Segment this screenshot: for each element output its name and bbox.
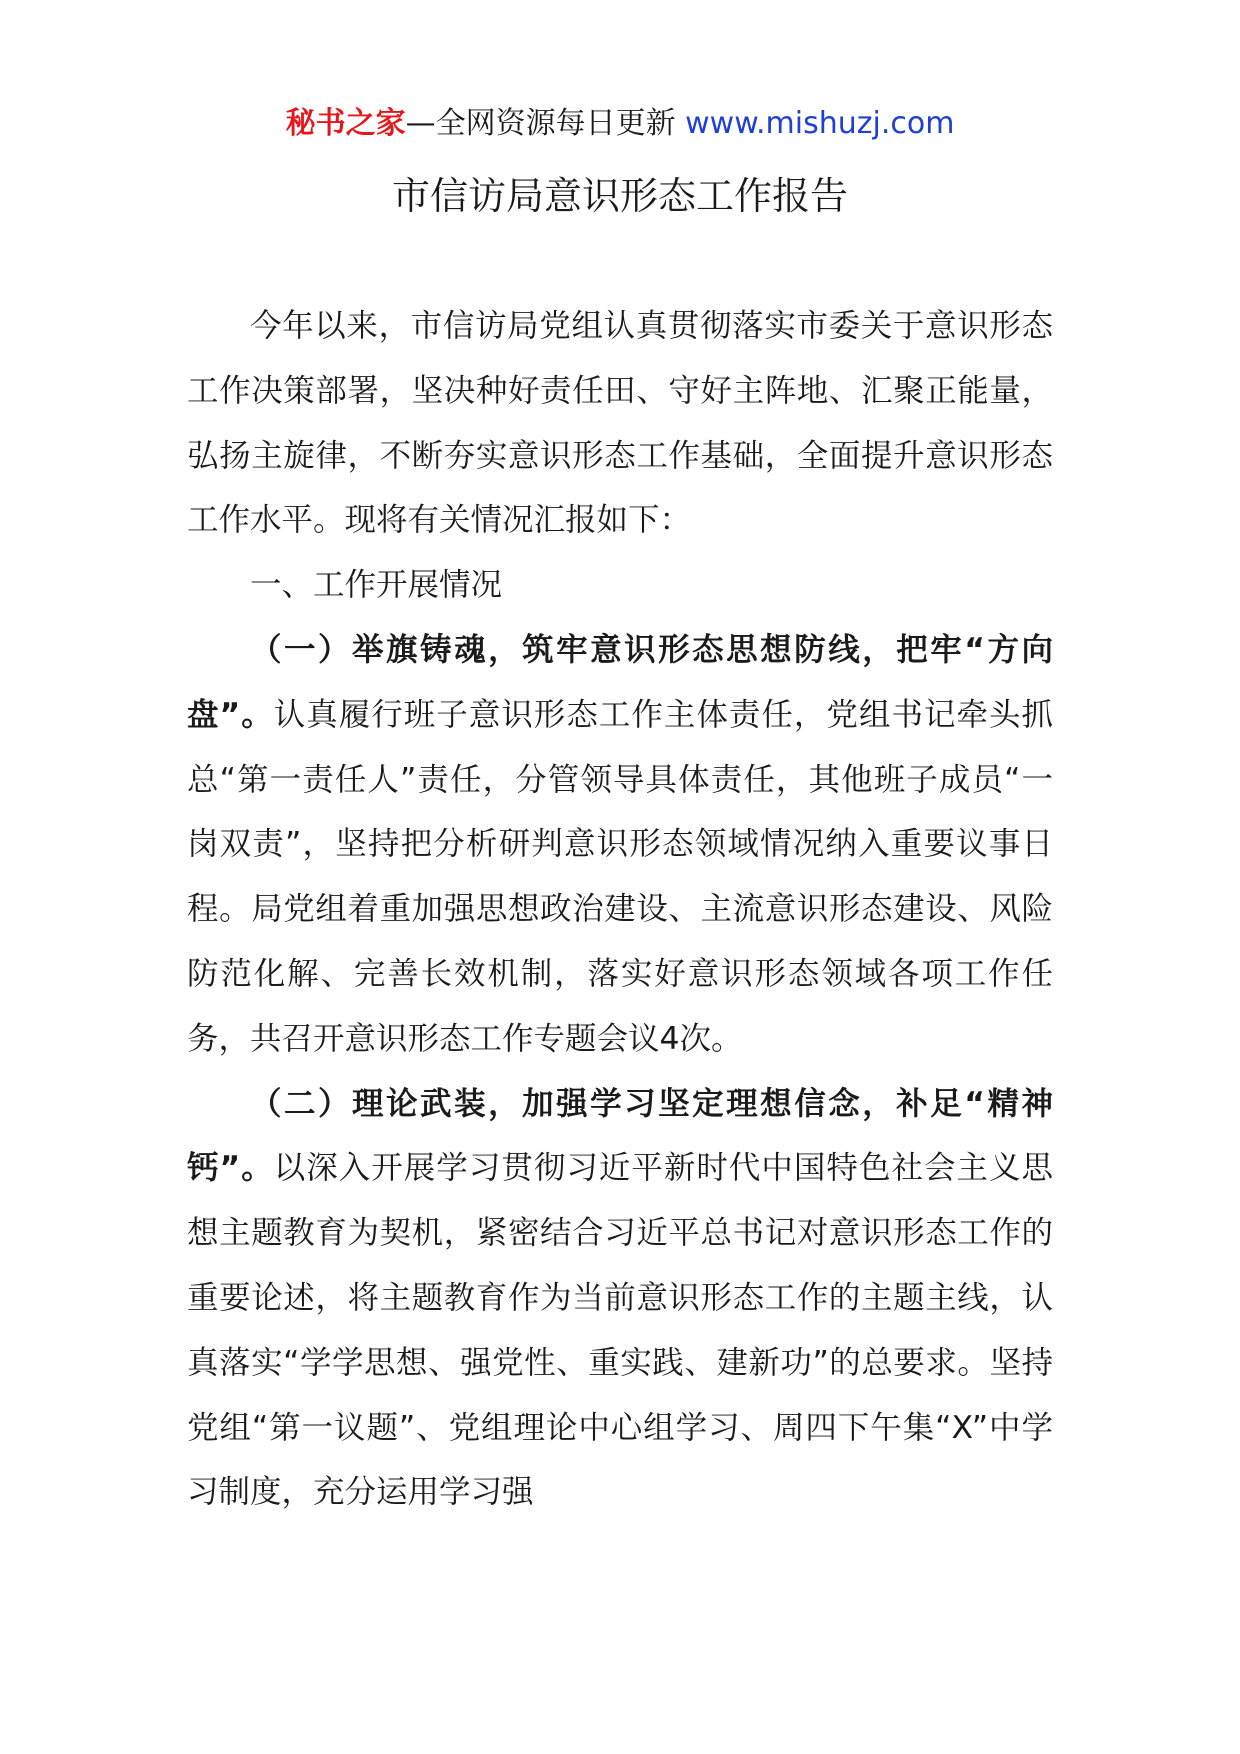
site-url-link[interactable]: www.mishuzj.com [685, 106, 955, 141]
intro-paragraph: 今年以来，市信访局党组认真贯彻落实市委关于意识形态工作决策部署，坚决种好责任田、守好主阵地、汇聚正能量，弘扬主旋律，不断夯实意识形态工作基础，全面提升意识形态工作水平。现将有关情况汇报如下： [187, 308, 1053, 539]
brand-name: 秘书之家 [285, 106, 406, 141]
item-1-paragraph [187, 618, 1053, 1072]
section-heading: 一、工作开展情况 [250, 567, 503, 604]
document-body [187, 294, 1053, 1525]
document-title: 市信访局意识形态工作报告 [391, 174, 848, 218]
item-2-text: 以深入开展学习贯彻习近平新时代中国特色社会主义思想主题教育为契机，紧密结合习近平总书记对意识形态工作的重要论述，将主题教育作为当前意识形态工作的主题主线，认真落实“学学思想、强党性、重实践、建新功”的总要求。坚持党组“第一议题”、党组理论中心组学习、周四下午集“X”中学习制度，充分运用学习强 [187, 1150, 1054, 1511]
item-2-heading: （二）理论武装，加强学习坚定理想信念，补足“精神钙”。 [187, 1085, 1053, 1187]
item-1-heading: （一）举旗铸魂，筑牢意识形态思想防线，把牢“方向盘”。 [187, 631, 1053, 733]
site-tagline: —全网资源每日更新 [405, 106, 676, 141]
site-header [0, 100, 1240, 148]
item-1-text: 认真履行班子意识形态工作主体责任，党组书记牵头抓总“第一责任人”责任，分管领导具体责任，其他班子成员“一岗双责”，坚持把分析研判意识形态领域情况纳入重要议事日程。局党组着重加强思想政治建设、主流意识形态建设、风险防范化解、完善长效机制，落实好意识形态领域各项工作任务，共召开意识形态工作专题会议4次。 [187, 696, 1054, 1057]
item-2-paragraph [187, 1072, 1053, 1526]
